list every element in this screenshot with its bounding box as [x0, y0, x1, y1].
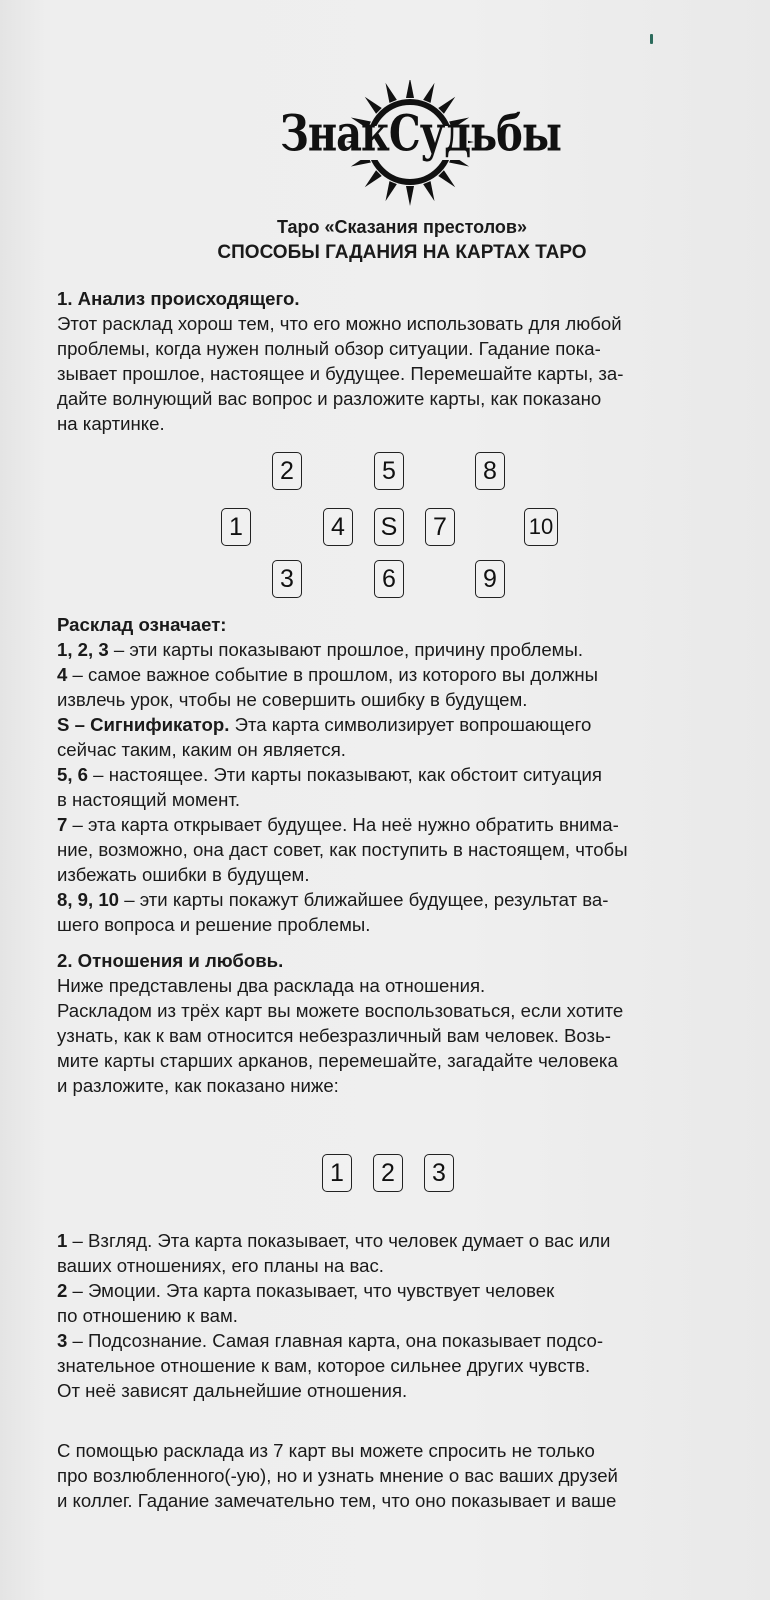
card-position: 2 — [272, 452, 302, 490]
meaning-line: 5, 6 – настоящее. Эти карты показывают, как обстоит ситуация — [57, 764, 602, 785]
section-1-heading: 1. Анализ происходящего. — [57, 288, 300, 309]
deck-title: Таро «Сказания престолов» — [276, 217, 527, 237]
section-1-intro — [57, 286, 747, 436]
paragraph-line: про возлюбленного(-ую), но и узнать мнение о вас ваших друзей — [57, 1465, 618, 1486]
section-2-heading: 2. Отношения и любовь. — [57, 950, 284, 971]
meaning-line: От неё зависят дальнейшие отношения. — [57, 1380, 408, 1401]
meaning-line: по отношению к вам. — [57, 1305, 238, 1326]
card-position: 5 — [374, 452, 404, 490]
card-position: 7 — [425, 508, 455, 546]
meaning-line: 7 – эта карта открывает будущее. На неё нужно обратить внима- — [57, 814, 619, 835]
card-position: 10 — [524, 508, 558, 546]
meaning-line: шего вопроса и решение проблемы. — [57, 914, 371, 935]
print-speck — [650, 34, 653, 44]
logo-wordmark: ЗнакСудьбы — [280, 104, 561, 163]
paragraph-line: Этот расклад хорош тем, что его можно использовать для любой — [57, 313, 622, 334]
paragraph-line: Ниже представлены два расклада на отношения. — [57, 975, 486, 996]
meaning-line: в настоящий момент. — [57, 789, 241, 810]
meaning-key: S – Сигнификатор. — [57, 714, 230, 735]
card-position: 9 — [475, 560, 505, 598]
meaning-key: 4 — [57, 664, 68, 685]
meaning-key: 3 — [57, 1330, 68, 1351]
paragraph-line: С помощью расклада из 7 карт вы можете спросить не только — [57, 1440, 595, 1461]
section-1-meanings — [57, 612, 747, 937]
meaning-line: 4 – самое важное событие в прошлом, из которого вы должны — [57, 664, 599, 685]
meaning-line: 3 – Подсознание. Самая главная карта, она показывает подсо- — [57, 1330, 604, 1351]
meaning-line: знательное отношение к вам, которое сильнее других чувств. — [57, 1355, 591, 1376]
meaning-line: ние, возможно, она даст совет, как поступить в настоящем, чтобы — [57, 839, 628, 860]
meaning-line: 1, 2, 3 – эти карты показывают прошлое, причину проблемы. — [57, 639, 583, 660]
paragraph-line: проблемы, когда нужен полный обзор ситуации. Гадание пока- — [57, 338, 601, 359]
meaning-line: 1 – Взгляд. Эта карта показывает, что человек думает о вас или — [57, 1230, 611, 1251]
paragraph-line: зывает прошлое, настоящее и будущее. Перемешайте карты, за- — [57, 363, 624, 384]
meaning-line: сейчас таким, каким он является. — [57, 739, 346, 760]
card-position: 8 — [475, 452, 505, 490]
card-position: 4 — [323, 508, 353, 546]
page-title: СПОСОБЫ ГАДАНИЯ НА КАРТАХ ТАРО — [217, 242, 587, 263]
meaning-line: 8, 9, 10 – эти карты покажут ближайшее будущее, результат ва- — [57, 889, 609, 910]
meanings-heading: Расклад означает: — [57, 614, 227, 635]
card-position: 6 — [374, 560, 404, 598]
card-position: 2 — [373, 1154, 403, 1192]
paragraph-line: и коллег. Гадание замечательно тем, что оно показывает и ваше — [57, 1490, 617, 1511]
card-position: 1 — [221, 508, 251, 546]
meaning-line: извлечь урок, чтобы не совершить ошибку в будущем. — [57, 689, 528, 710]
meaning-key: 1, 2, 3 — [57, 639, 109, 660]
card-position: 1 — [322, 1154, 352, 1192]
paragraph-line: на картинке. — [57, 413, 165, 434]
card-position: 3 — [272, 560, 302, 598]
section-2-intro — [57, 948, 747, 1098]
meaning-line: ваших отношениях, его планы на вас. — [57, 1255, 384, 1276]
brand-logo — [280, 80, 561, 210]
card-position: S — [374, 508, 404, 546]
section-2-closing — [57, 1438, 747, 1513]
paragraph-line: дайте волнующий вас вопрос и разложите карты, как показано — [57, 388, 602, 409]
paragraph-line: мите карты старших арканов, перемешайте, загадайте человека — [57, 1050, 618, 1071]
paragraph-line: и разложите, как показано ниже: — [57, 1075, 339, 1096]
meaning-key: 5, 6 — [57, 764, 89, 785]
card-position: 3 — [424, 1154, 454, 1192]
meaning-key: 8, 9, 10 — [57, 889, 120, 910]
meaning-line: избежать ошибки в будущем. — [57, 864, 310, 885]
meaning-key: 2 — [57, 1280, 68, 1301]
meaning-key: 7 — [57, 814, 68, 835]
paragraph-line: Раскладом из трёх карт вы можете воспользоваться, если хотите — [57, 1000, 624, 1021]
meaning-line: 2 – Эмоции. Эта карта показывает, что чувствует человек — [57, 1280, 555, 1301]
meaning-line: S – Сигнификатор. Эта карта символизирует вопрошающего — [57, 714, 592, 735]
page-header — [57, 214, 747, 266]
paragraph-line: узнать, как к вам относится небезразличный вам человек. Возь- — [57, 1025, 611, 1046]
meaning-key: 1 — [57, 1230, 68, 1251]
section-2-meanings — [57, 1228, 747, 1403]
